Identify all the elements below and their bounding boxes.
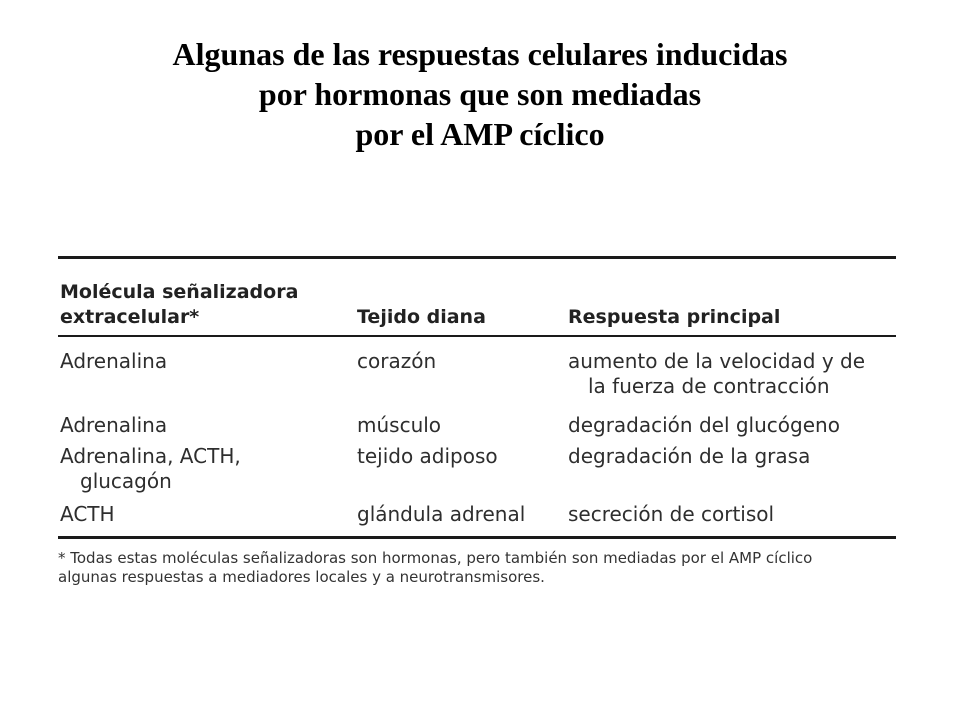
slide-title: [0, 34, 960, 154]
cell-tissue: corazón: [357, 349, 437, 373]
table-header-row: [58, 259, 896, 335]
table-row: [58, 413, 896, 444]
footnote-line1: * Todas estas moléculas señalizadoras son hormonas, pero también son mediadas por el AMP cíclico: [58, 549, 813, 567]
cell-tissue: glándula adrenal: [357, 502, 526, 526]
table-row: [58, 502, 896, 536]
cell-tissue: tejido adiposo: [357, 444, 498, 468]
header-signal-molecule: [60, 280, 298, 330]
cell-response: degradación de la grasa: [568, 444, 811, 468]
table-row: [58, 444, 896, 502]
cell-response: [568, 349, 865, 399]
header-signal-molecule-line2: extracelular*: [60, 306, 200, 328]
cell-tissue: músculo: [357, 413, 442, 437]
hormone-response-table: [58, 256, 896, 587]
title-line-3: por el AMP cíclico: [355, 116, 605, 152]
cell-molecule-line1: Adrenalina, ACTH,: [60, 444, 241, 468]
cell-molecule-line2: glucagón: [80, 469, 172, 493]
table-bottom-rule: [58, 536, 896, 539]
title-line-2: por hormonas que son mediadas: [258, 76, 702, 112]
cell-response: secreción de cortisol: [568, 502, 775, 526]
footnote-line2: algunas respuestas a mediadores locales y a neurotransmisores.: [58, 568, 545, 586]
title-line-1: Algunas de las respuestas celulares inducidas: [172, 36, 788, 72]
cell-molecule: Adrenalina: [60, 349, 168, 373]
table-footnote: [58, 549, 896, 587]
header-target-tissue: Tejido diana: [357, 306, 486, 328]
cell-molecule: ACTH: [60, 502, 115, 526]
cell-molecule: Adrenalina: [60, 413, 168, 437]
cell-response-line2: la fuerza de contracción: [588, 374, 830, 398]
cell-molecule: [60, 444, 241, 494]
cell-response-line1: aumento de la velocidad y de: [568, 349, 866, 373]
table-row: [58, 349, 896, 413]
cell-response: degradación del glucógeno: [568, 413, 840, 437]
header-signal-molecule-line1: Molécula señalizadora: [60, 281, 299, 303]
header-main-response: Respuesta principal: [568, 306, 781, 328]
table-header-rule: [58, 335, 896, 337]
